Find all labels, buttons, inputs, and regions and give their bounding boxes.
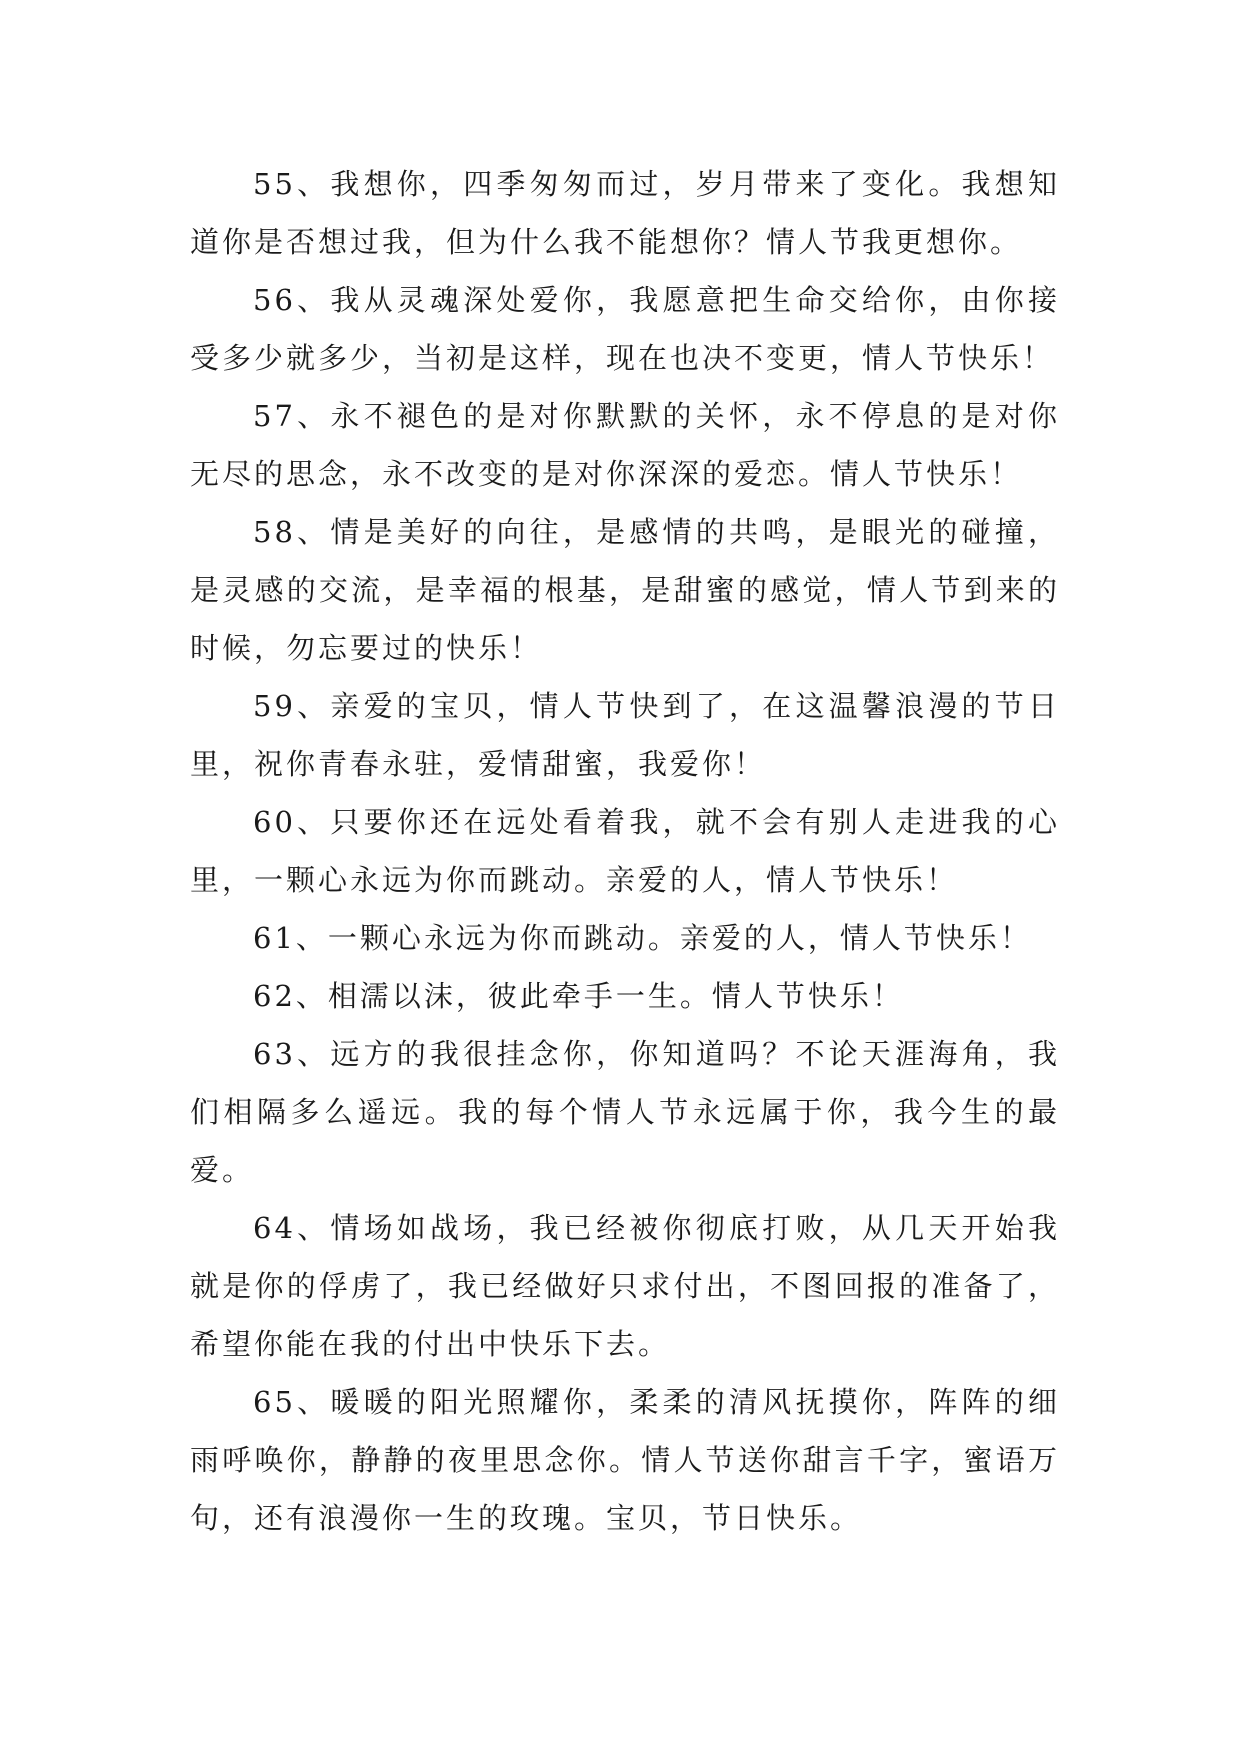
paragraph-56: 56、我从灵魂深处爱你，我愿意把生命交给你，由你接受多少就多少，当初是这样，现在也决不变更，情人节快乐！ xyxy=(190,283,1060,375)
paragraph-55: 55、我想你，四季匆匆而过，岁月带来了变化。我想知道你是否想过我，但为什么我不能想你？情人节我更想你。 xyxy=(190,167,1060,259)
paragraph-62: 62、相濡以沫，彼此牵手一生。情人节快乐！ xyxy=(253,979,904,1013)
paragraph-61: 61、一颗心永远为你而跳动。亲爱的人，情人节快乐！ xyxy=(253,921,1032,955)
paragraph-65: 65、暖暖的阳光照耀你，柔柔的清风抚摸你，阵阵的细雨呼唤你，静静的夜里思念你。情人节送你甜言千字，蜜语万句，还有浪漫你一生的玫瑰。宝贝，节日快乐。 xyxy=(190,1385,1060,1535)
paragraph-64: 64、情场如战场，我已经被你彻底打败，从几天开始我就是你的俘虏了，我已经做好只求付出，不图回报的准备了，希望你能在我的付出中快乐下去。 xyxy=(190,1211,1060,1361)
document-body xyxy=(190,155,1060,1547)
paragraph-58: 58、情是美好的向往，是感情的共鸣，是眼光的碰撞，是灵感的交流，是幸福的根基，是甜蜜的感觉，情人节到来的时候，勿忘要过的快乐！ xyxy=(190,515,1060,665)
paragraph-57: 57、永不褪色的是对你默默的关怀，永不停息的是对你无尽的思念，永不改变的是对你深深的爱恋。情人节快乐！ xyxy=(190,399,1060,491)
paragraph-63: 63、远方的我很挂念你，你知道吗？不论天涯海角，我们相隔多么遥远。我的每个情人节永远属于你，我今生的最爱。 xyxy=(190,1037,1060,1187)
paragraph-60: 60、只要你还在远处看着我，就不会有别人走进我的心里，一颗心永远为你而跳动。亲爱的人，情人节快乐！ xyxy=(190,805,1060,897)
paragraph-59: 59、亲爱的宝贝，情人节快到了，在这温馨浪漫的节日里，祝你青春永驻，爱情甜蜜，我爱你！ xyxy=(190,689,1060,781)
